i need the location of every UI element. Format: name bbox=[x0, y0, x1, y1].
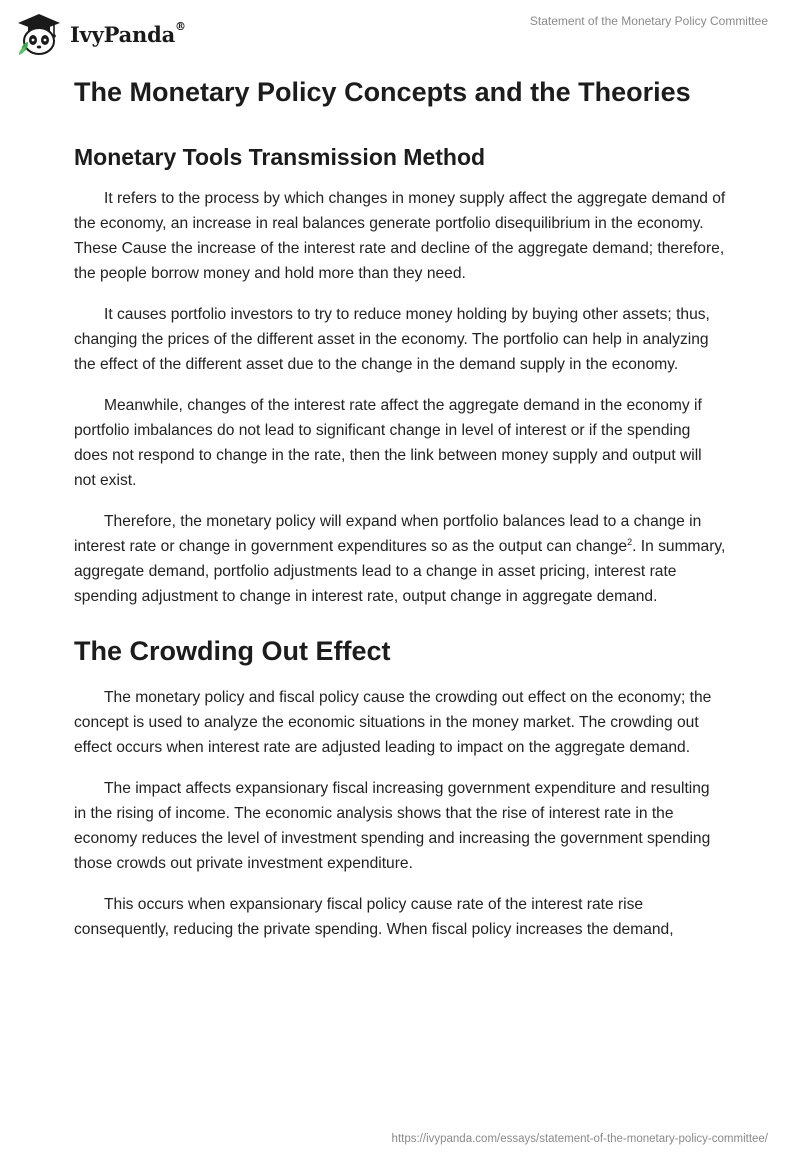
paragraph: This occurs when expansionary fiscal policy cause rate of the interest rate rise consequently, reducing the private spending. When fiscal policy increases the demand, bbox=[74, 896, 674, 938]
paragraph-text: Therefore, the monetary policy will expand when portfolio balances lead to a change in interest rate or change in government expenditures so as the output can change bbox=[74, 513, 702, 555]
paragraph-text: . In summary, aggregate demand, portfolio adjustments lead to a change in asset pricing, interest rate spending adjustment to change in interest rate, output change in aggregate demand. bbox=[74, 538, 726, 605]
running-title: Statement of the Monetary Policy Committee bbox=[529, 14, 768, 28]
section-title: The Monetary Policy Concepts and the Theories bbox=[74, 77, 691, 107]
panda-logo-icon bbox=[14, 9, 64, 59]
subsection-title: Monetary Tools Transmission Method bbox=[74, 144, 486, 170]
footnote-ref[interactable]: 2 bbox=[627, 536, 633, 547]
article-body bbox=[74, 72, 726, 958]
section-title: The Crowding Out Effect bbox=[74, 636, 391, 666]
paragraph: The impact affects expansionary fiscal increasing government expenditure and resulting in the rising of income. The economic analysis shows that the rise of interest rate in the economy reduces the level of investment spending and increasing the government spending those crowds out private investment expenditure. bbox=[74, 780, 711, 872]
paragraph: Meanwhile, changes of the interest rate affect the aggregate demand in the economy if portfolio imbalances do not lead to significant change in level of interest or if the spending does not respond to change in the rate, then the link between money supply and output will not exist. bbox=[74, 397, 702, 489]
paragraph bbox=[74, 509, 726, 609]
page-header bbox=[0, 0, 800, 70]
source-url[interactable]: https://ivypanda.com/essays/statement-of-the-monetary-policy-committee/ bbox=[391, 1133, 768, 1145]
paragraph: It causes portfolio investors to try to reduce money holding by buying other assets; thus, changing the prices of the different asset in the economy. The portfolio can help in analyzing the effect of the different asset due to the change in the demand supply in the economy. bbox=[74, 306, 710, 373]
brand-logo[interactable] bbox=[14, 8, 186, 60]
paragraph: It refers to the process by which changes in money supply affect the aggregate demand of the economy, an increase in real balances generate portfolio disequilibrium in the economy. These Cause the increase of the interest rate and decline of the aggregate demand; therefore, the people borrow money and hold more than they need. bbox=[74, 190, 726, 282]
paragraph: The monetary policy and fiscal policy cause the crowding out effect on the economy; the concept is used to analyze the economic situations in the money market. The crowding out effect occurs when interest rate are adjusted leading to impact on the aggregate demand. bbox=[74, 689, 712, 756]
brand-name: IvyPanda® bbox=[70, 19, 186, 47]
